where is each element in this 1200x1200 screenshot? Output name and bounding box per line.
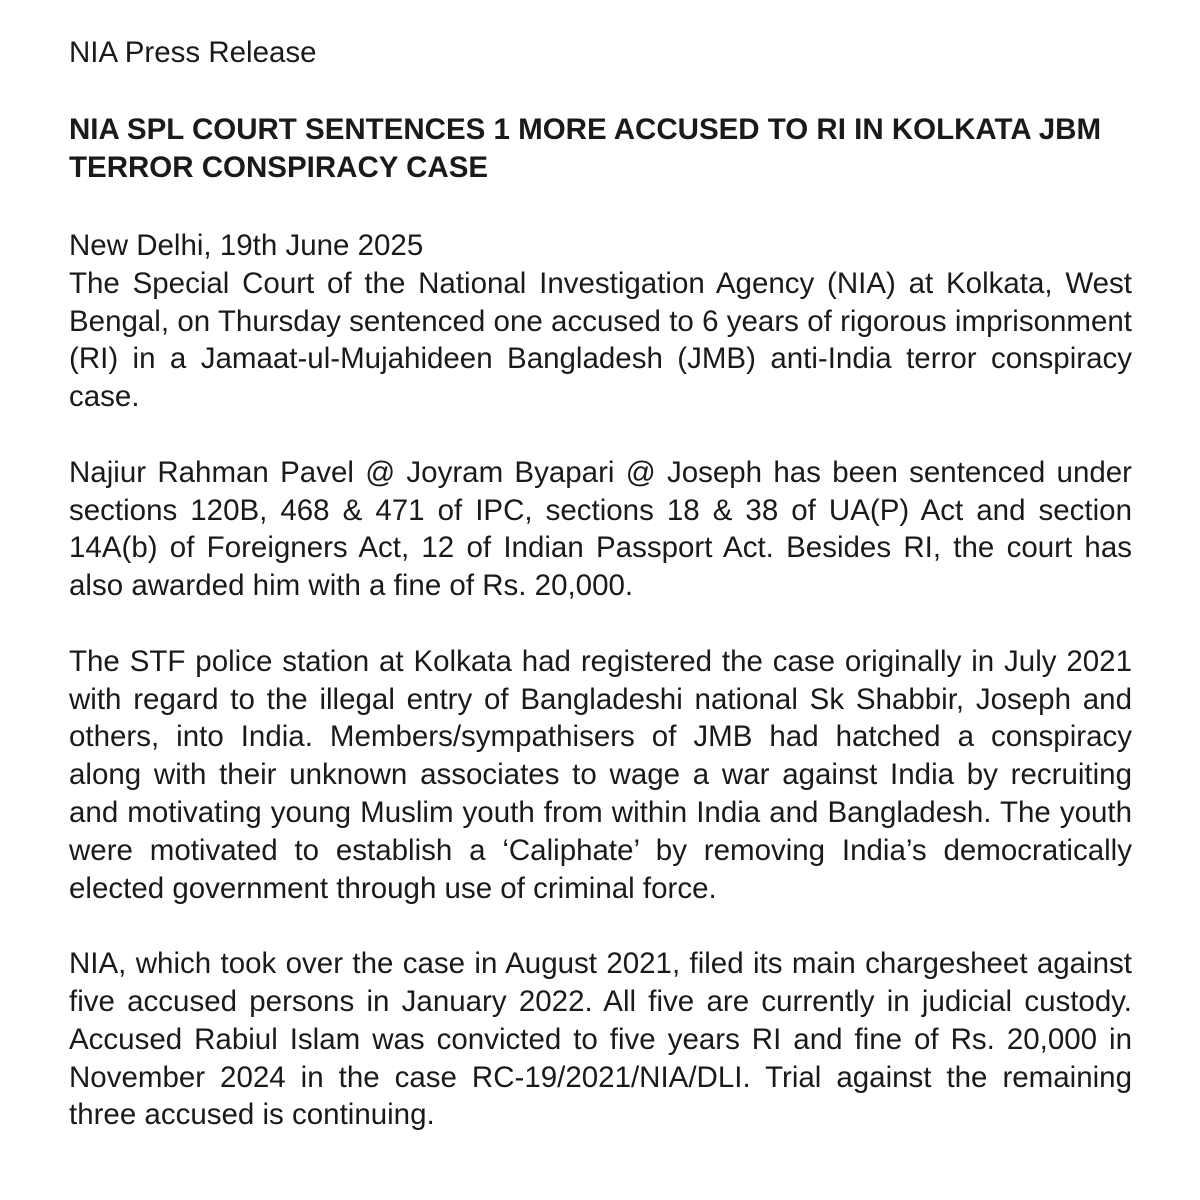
headline: NIA SPL COURT SENTENCES 1 MORE ACCUSED TO RI IN KOLKATA JBM TERROR CONSPIRACY CASE: [69, 113, 1102, 184]
paragraph-sentence: The Special Court of the National Investigation Agency (NIA) at Kolkata, West Bengal, on Thursday sentenced one accused to 6 years of rigorous imprisonment (RI) in a Jamaat-ul-Mujahideen Bangladesh (JMB) anti-India terror conspiracy case.: [69, 266, 1132, 414]
document-label: NIA Press Release: [69, 36, 317, 69]
press-release: [69, 34, 1132, 1134]
paragraph-background: The STF police station at Kolkata had registered the case originally in July 2021 with regard to the illegal entry of Bangladeshi national Sk Shabbir, Joseph and others, into India. Members/sympathisers of JMB had hatched a conspiracy along with their unknown associates to wage a war against India by recruiting and motivating young Muslim youth from within India and Bangladesh. The youth were motivated to establish a ‘Caliphate’ by removing India’s democratically elected government through use of criminal force.: [69, 644, 1132, 905]
paragraph-investigation: NIA, which took over the case in August 2021, filed its main chargesheet against five accused persons in January 2022. All five are currently in judicial custody. Accused Rabiul Islam was convicted to five years RI and fine of Rs. 20,000 in November 2024 in the case RC-19/2021/NIA/DLI. Trial against the remaining three accused is continuing.: [69, 947, 1132, 1132]
dateline: New Delhi, 19th June 2025: [69, 229, 424, 262]
paragraph-charges: Najiur Rahman Pavel @ Joyram Byapari @ Joseph has been sentenced under sections 120B, 468 & 471 of IPC, sections 18 & 38 of UA(P) Act and section 14A(b) of Foreigners Act, 12 of Indian Passport Act. Besides RI, the court has also awarded him with a fine of Rs. 20,000.: [69, 455, 1132, 603]
